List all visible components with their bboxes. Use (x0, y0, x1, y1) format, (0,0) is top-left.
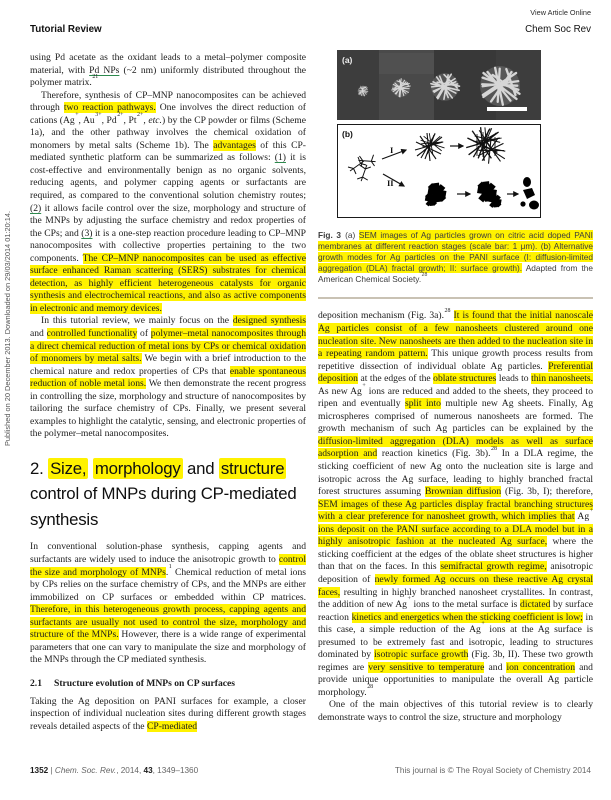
highlighted-text: diffusion-limited aggregation (DLA) models as well as surface adsorption and (318, 435, 593, 460)
text-segment: (a) (340, 230, 359, 240)
text-segment: We then demonstrate the recent progress in controlling the size, morphology and structure of nanocomposites by tailoring the surface chemistry of CPs. Finally, we present several examples to highlight the catalytic, sensing, and electronic properties of the polymer–metal nanocomposites. (30, 378, 306, 440)
text-segment: , 2014, (116, 766, 144, 775)
subsection-title: Structure evolution of MNPs on CP surfaces (54, 677, 236, 689)
subsection-number: 2.1 (30, 677, 42, 689)
text-segment: Chemical reduction of metal ions by CPs relies on the surface chemistry of CPs, and the MNPs are either immobilized on CP surfaces or embedded within CP matrices. (30, 566, 306, 603)
text-block-section-2 (30, 541, 306, 666)
text-segment: In a DLA regime, the sticking coefficient of new Ag onto the nucleation site is large and isotropic across the Ag surface, leading to highly branched fractal forest structures assuming (318, 448, 593, 498)
text-segment: Therefore, synthesis of CP–MNP nanocomposites can be achieved through (30, 89, 306, 114)
citation-superscript[interactable]: + (362, 382, 366, 389)
text-block-intro (30, 52, 306, 441)
highlighted-text: It is found that the initial nanoscale Ag particles consist of a few nanosheets clustered around one nucleation site. New nanosheets are then added to the nucleation site in a repeating random pattern. (318, 310, 594, 360)
paragraph (30, 315, 306, 440)
highlighted-text: dictated (520, 599, 551, 611)
text-segment: it allows facile control over the size, morphology and structure of the MNPs by adjusting the surface chemistry and redox properties of the CPs; and (30, 202, 306, 239)
paragraph (30, 90, 306, 316)
text-segment: One involves the direct reduction of cations (Ag (30, 102, 306, 126)
text-segment: and provide unique opportunities to manipulate the overall Ag particle morphology. (318, 661, 593, 698)
text-segment: , Pd (101, 114, 117, 126)
text-segment: In this tutorial review, we mainly focus on the (41, 315, 233, 327)
reference-link[interactable]: (1) (274, 152, 286, 164)
highlighted-text: newly formed Ag occurs on these reactive Ag crystal faces, (318, 573, 593, 598)
highlighted-text: Brownian diffusion (424, 486, 502, 498)
text-segment: and (484, 661, 507, 673)
reference-link[interactable]: (2) (30, 202, 42, 214)
text-segment: multiple new Ag sheets. Finally, Ag microspheres comprised of numerous nanosheets are formed. The growth mechanism of such Ag particles can be explained by the (318, 398, 593, 435)
panel-a-label: (a) (342, 55, 353, 65)
citation-superscript[interactable]: + (75, 111, 79, 118)
citation-superscript[interactable]: + (589, 508, 593, 515)
citation-superscript[interactable]: 28 (367, 684, 374, 691)
paragraph (30, 52, 306, 90)
text-segment: by surface reaction (318, 599, 593, 623)
text-block-right (318, 307, 594, 724)
highlighted-text: very sensitive to temperature (368, 661, 485, 673)
text-segment: (Fig. 3b, II). These two growth regimes are (318, 649, 594, 673)
highlighted-text: SEM images of Ag particles grown on citric acid doped PANI membranes at different reaction stages (scale bar: 1 μm). (b) Alternative growth modes for Ag particles on the PANI surface (I: diffusion-limited aggregation (DLA) fractal growth; II: surface growth). (318, 230, 593, 274)
citation-superscript[interactable]: 2+ (117, 111, 124, 118)
figure-3-caption (318, 230, 593, 285)
highlighted-text: oblate structures (433, 373, 497, 385)
citation-superscript[interactable]: 28 (491, 445, 497, 452)
text-segment: . (165, 566, 169, 578)
publication-date-sidebar: Published on 20 December 2013. Downloaded on 29/03/2014 01:20:14. (3, 210, 12, 446)
text-segment: control of MNPs during CP-mediated synthesis (30, 484, 297, 529)
text-segment: 1352 (30, 766, 49, 775)
citation-superscript[interactable]: 1 (168, 563, 172, 570)
text-segment: anisotropic deposition of (318, 561, 594, 585)
text-segment: leads to (496, 373, 532, 385)
citation-superscript[interactable]: 28 (444, 307, 451, 314)
article-type-label: Tutorial Review (30, 24, 102, 35)
text-segment: Chem. Soc. Rev. (54, 766, 117, 775)
copyright-notice: This journal is © The Royal Society of Chemistry 2014 (394, 766, 591, 775)
text-segment: it is cost-effective and environmentally benign as no organic solvents, reducing agents, and polymer capping agents or surfactants are required, as compared to the conventional solution chemistry routes; (30, 152, 306, 202)
text-segment: reaction kinetics (Fig. 3b). (377, 448, 491, 460)
text-segment: (~2 nm) uniformly distributed throughout the polymer matrix. (30, 64, 307, 89)
text-segment: it is a one-step reaction procedure leading to CP–MNP nanocomposites with collective properties pertaining to the two components. (30, 227, 306, 264)
text-segment: ) by the CP powder or films (Scheme 1a), and the other pathway involves the chemical oxidation of monomers by metal salts (Scheme 1b). The (30, 114, 306, 151)
schematic-panel (338, 123, 541, 218)
paragraph (30, 696, 306, 734)
highlighted-text: morphology (94, 458, 181, 478)
journal-name: Chem Soc Rev (525, 24, 591, 35)
highlighted-text: controlled functionality (46, 328, 138, 340)
sem-panel (337, 50, 541, 120)
highlighted-text: thin nanosheets. (531, 373, 594, 385)
text-segment: in this case, a simple reduction of the Ag (318, 611, 593, 636)
text-segment: Fig. 3 (318, 230, 341, 240)
subsection-2-1-heading (30, 678, 306, 689)
highlighted-text: polymer–metal nanocomposites through a direct chemical reduction of metal ions by CPs or chemical oxidation of monomers by metal salts. (30, 328, 306, 365)
nanoparticle-stage-1 (358, 86, 368, 96)
reference-link[interactable]: Pd NPs (89, 64, 120, 76)
text-segment: using Pd acetate as the oxidant leads to a metal–polymer composite material, with (30, 52, 306, 76)
text-segment: resulting in highly branched nanosheet crystallites. In contrast, the addition of new Ag (318, 586, 593, 611)
section-2-heading (30, 456, 306, 533)
text-segment: of this CP-mediated synthetic platform can be summarized as follows: (30, 139, 306, 164)
paragraph (318, 307, 594, 699)
left-column (30, 52, 306, 734)
highlighted-text: control the size and morphology of MNPs (30, 554, 306, 578)
text-segment: Ag (574, 511, 590, 523)
figure-3 (318, 50, 593, 220)
text-segment: One of the main objectives of this tutorial review is to clearly demonstrate ways to control the size, structure and morphology (318, 699, 593, 723)
text-segment: We begin with a brief introduction to the chemical nature and redox properties of CPs that (30, 353, 306, 377)
panel-b-label: (b) (342, 129, 353, 139)
page-footer (30, 766, 591, 775)
text-segment: of (137, 328, 151, 340)
highlighted-text: CP-mediated (146, 721, 198, 733)
citation-superscript[interactable]: + (481, 621, 485, 628)
text-segment: (Fig. 3b, I); therefore, (501, 486, 593, 498)
text-segment: at the edges of the (357, 373, 434, 385)
text-segment: ions are reduced and added to the sheets, they proceed to ripen and eventually (318, 385, 593, 410)
view-article-online-link[interactable]: View Article Online (530, 8, 591, 17)
text-segment: ions to the metal surface is (410, 599, 521, 611)
text-segment: etc. (148, 114, 162, 126)
highlighted-text: Therefore, in this heterogeneous growth process, capping agents and surfactants are usually not used to control the size, morphology and structure of the MNPs. (30, 604, 306, 641)
text-segment: 43 (143, 766, 153, 775)
text-segment: In conventional solution-phase synthesis, capping agents and surfactants are widely used to induce the anisotropic growth to (30, 541, 306, 565)
text-segment: where the sticking coefficient at the edges of the oblate sheet structures is higher than that on the faces. In this (318, 536, 593, 573)
highlighted-text: SEM images of these Ag particles display fractal branching structures with a clear preference for nanosheet growth, which implies that (318, 498, 593, 523)
text-segment: , Au (78, 114, 95, 126)
text-segment: 2. (30, 458, 49, 478)
citation-superscript[interactable]: 3+ (95, 111, 102, 118)
highlighted-text: kinetics and energetics when the sticking coefficient is low; (351, 611, 583, 623)
text-segment: ions at the Ag surface is presumed to be extremely fast and isotropic, leading to structures dominated by (318, 624, 593, 661)
highlighted-text: ions deposit on the PANI surface according to a DLA model but in a highly anisotropic fashion at the nucleated Ag surface, (318, 523, 593, 548)
highlighted-text: isotropic surface growth (374, 649, 469, 661)
text-segment: As new Ag (318, 385, 362, 397)
text-segment: and (30, 328, 47, 340)
page-citation (30, 766, 198, 775)
text-segment: Taking the Ag deposition on PANI surfaces for example, a closer inspection of individual nucleation sites during different growth stages reveals detailed aspects of the (30, 695, 306, 733)
scale-bar (487, 107, 527, 111)
text-segment: , Pt (123, 114, 137, 126)
caption-divider (318, 297, 593, 299)
text-segment: , 1349–1360 (152, 766, 199, 775)
citation-superscript[interactable]: 2+ (137, 111, 144, 118)
text-segment: deposition mechanism (Fig. 3a). (318, 310, 444, 322)
text-segment: , (143, 114, 149, 126)
figure-3-image (337, 50, 541, 220)
paragraph (30, 541, 306, 666)
text-segment: and (182, 458, 219, 478)
highlighted-text: semifractal growth regime, (440, 561, 547, 573)
highlighted-text: Size, (50, 458, 87, 478)
highlighted-text: structure (220, 458, 285, 478)
citation-superscript[interactable]: 21 (92, 74, 99, 81)
citation-superscript[interactable]: 28 (421, 272, 428, 279)
text-segment: This unique growth process results from repetitive dissection of individual oblate Ag particles. (318, 348, 593, 372)
highlighted-text: split into (404, 398, 441, 410)
highlighted-text: advantages (213, 139, 256, 151)
highlighted-text: Preferential deposition (318, 360, 593, 385)
text-block-subsection (30, 696, 306, 734)
route-2-label: II (387, 178, 394, 188)
reference-link[interactable]: (3) (81, 227, 93, 239)
text-segment: However, there is a wide range of experimental parameters that one can vary to manipulate the size and morphology of the MNPs through the CP mediated synthesis. (30, 629, 306, 666)
highlighted-text: enable spontaneous reduction of noble metal ions. (30, 365, 306, 390)
highlighted-text: The CP–MNP nanocomposites can be used as effective surface enhanced Raman scattering (SERS) substrates for chemical detection, as highly efficient heterogeneous catalysts for organic synthesis and electrochemical reactions, and also as active components in electronic and memory devices. (30, 252, 306, 314)
highlighted-text: designed synthesis (232, 315, 306, 327)
route-1-label: I (390, 145, 394, 155)
text-segment: Adapted from the American Chemical Society. (318, 263, 594, 285)
highlighted-text: two reaction pathways. (63, 102, 156, 114)
highlighted-text: ion concentration (506, 661, 576, 673)
citation-superscript[interactable]: + (407, 596, 411, 603)
right-column (318, 50, 593, 725)
text-segment: | (48, 766, 55, 775)
paragraph (318, 699, 593, 724)
